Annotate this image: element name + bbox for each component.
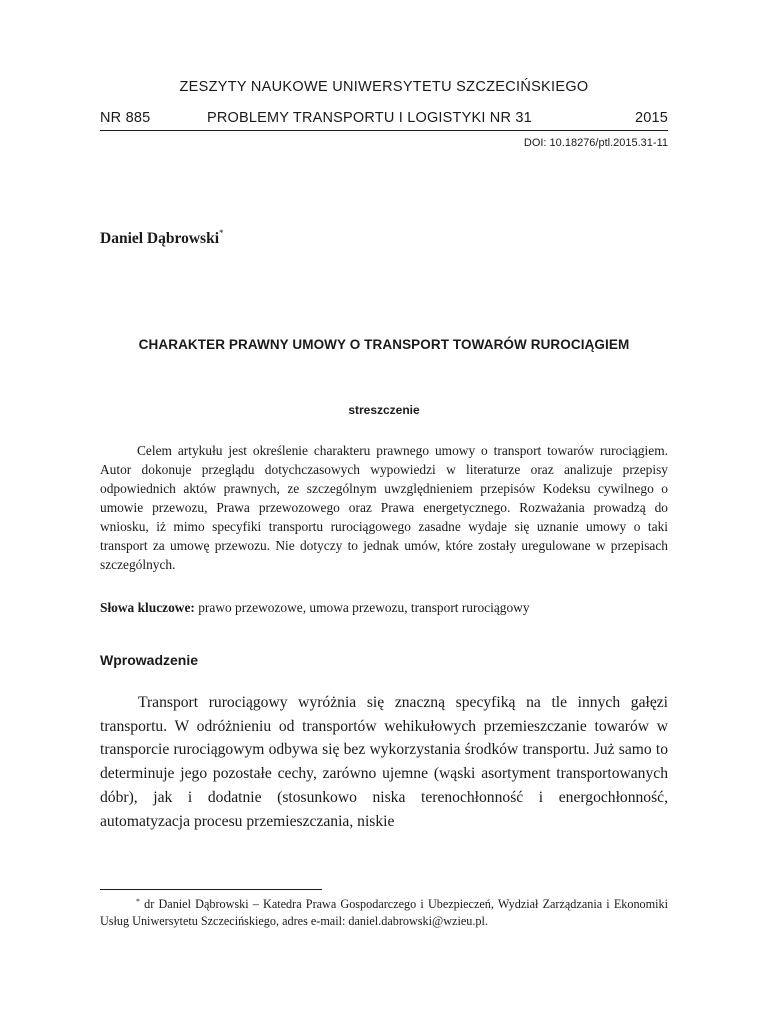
author-name <box>100 228 224 248</box>
series-title: PROBLEMY TRANSPORTU I LOGISTYKI NR 31 <box>207 110 532 126</box>
article-title: CHARAKTER PRAWNY UMOWY O TRANSPORT TOWARÓW RUROCIĄGIEM <box>138 337 630 352</box>
issue-number: NR 885 <box>100 110 151 126</box>
keywords-values: prawo przewozowe, umowa przewozu, transport rurociągowy <box>198 600 530 615</box>
footnote-text: dr Daniel Dąbrowski – Katedra Prawa Gospodarczego i Ubezpieczeń, Wydział Zarządzania i Ekonomiki Usług Uniwersytetu Szczecińskiego, adres e-mail: daniel.dabrowski@wzieu.pl. <box>100 897 668 928</box>
keywords-label: Słowa kluczowe: <box>100 600 195 615</box>
section-heading-introduction: Wprowadzenie <box>100 652 199 668</box>
abstract-heading: streszczenie <box>348 403 420 417</box>
issue-year: 2015 <box>634 110 668 126</box>
footnote <box>100 893 668 930</box>
footnote-mark: * <box>136 897 140 906</box>
introduction-body <box>100 691 668 833</box>
abstract <box>100 441 668 574</box>
author-footnote-mark[interactable]: * <box>219 228 224 238</box>
doi[interactable]: DOI: 10.18276/ptl.2015.31-11 <box>523 137 668 149</box>
journal-title: ZESZYTY NAUKOWE UNIWERSYTETU SZCZECIŃSKIEGO <box>179 79 589 95</box>
abstract-text: Celem artykułu jest określenie charakteru prawnego umowy o transport towarów rurociągiem. Autor dokonuje przeglądu dotychczasowych wypowiedzi w literaturze oraz analizuje przepisy odpowiednich aktów prawnych, ze szczególnym uwzględnieniem przepisów Kodeksu cywilnego o umowie przewozu, Prawa przewozowego oraz Prawa energetycznego. Rozważania prowadzą do wniosku, iż mimo specyfiki transportu rurociągowego zasadne wydaje się uznanie umowy o taki transport za umowę przewozu. Nie dotyczy to jednak umów, które zostały uregulowane w przepisach szczególnych. <box>100 443 668 572</box>
introduction-paragraph: Transport rurociągowy wyróżnia się znaczną specyfiką na tle innych gałęzi transportu. W odróżnieniu od transportów wehikułowych przemieszczanie towarów w transporcie rurociągowym odbywa się bez wykorzystania środków transportu. Już samo to determinuje jego pozostałe cechy, zarówno ujemne (wąski asortyment transportowanych dóbr), jak i dodatnie (stosunkowo niska terenochłonność i energochłonność, automatyzacja procesu przemieszczania, niskie <box>100 694 668 830</box>
header-rule <box>100 130 668 131</box>
keywords <box>100 598 668 617</box>
footnote-rule <box>100 889 322 890</box>
author-name-text: Daniel Dąbrowski <box>100 230 219 247</box>
